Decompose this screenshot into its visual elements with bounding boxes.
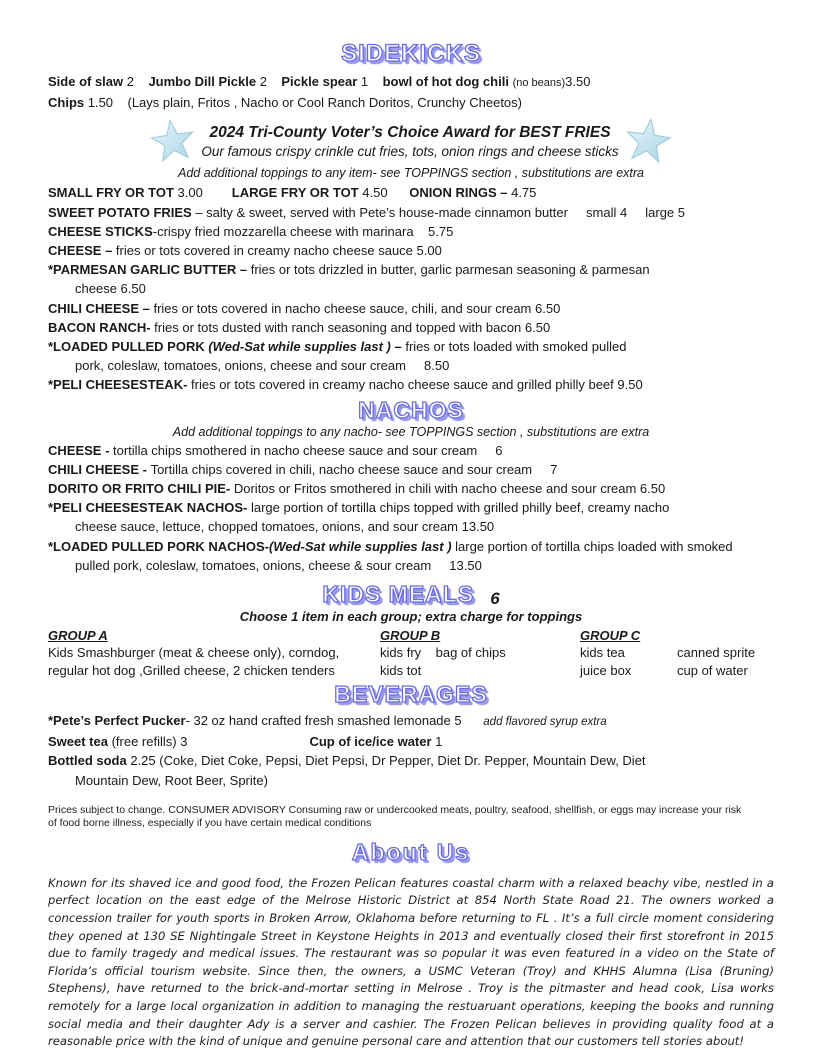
- text-segment: bowl of hot dog chili: [382, 74, 513, 89]
- text-segment: CHEESE –: [48, 243, 116, 259]
- text-segment: (free refills) 3: [111, 734, 188, 750]
- menu-line: [380, 662, 580, 680]
- sidekicks-items: [48, 72, 774, 112]
- beverages-items: [48, 711, 774, 790]
- award-subtitle: Our famous crispy crinkle cut fries, tots, onion rings and cheese sticks: [201, 144, 619, 160]
- text-segment: *LOADED PULLED PORK NACHOS-: [48, 538, 270, 554]
- text-segment: fries or tots drizzled in butter, garlic parmesan seasoning & parmesan: [250, 262, 650, 278]
- star-icon: [148, 117, 198, 168]
- text-segment: 1: [435, 734, 443, 750]
- menu-line: [48, 222, 774, 241]
- text-segment: canned sprite: [677, 645, 756, 661]
- text-segment: *Pete’s Perfect Pucker: [48, 713, 186, 729]
- text-segment: Cup of ice/ice water: [309, 734, 436, 750]
- menu-line: [48, 241, 774, 260]
- kids-group-c: [580, 627, 774, 679]
- star-icon: [622, 115, 674, 168]
- text-segment: SMALL FRY OR TOT: [48, 185, 178, 201]
- text-segment: large portion of tortilla chips topped with grilled philly beef, creamy nacho: [250, 500, 670, 516]
- menu-line: [48, 556, 774, 575]
- menu-line: [48, 93, 774, 112]
- toppings-note: Add additional toppings to any item- see TOPPINGS section , substitutions are extra: [178, 166, 644, 181]
- text-segment: kids tea: [580, 645, 625, 661]
- menu-line: [380, 644, 580, 662]
- text-segment: BACON RANCH-: [48, 319, 155, 335]
- text-segment: (no beans): [512, 77, 566, 89]
- menu-line: [48, 771, 774, 790]
- menu-line: [48, 479, 774, 498]
- text-segment: 4.50: [362, 185, 388, 201]
- kids-group-a: [48, 627, 380, 679]
- menu-line: [48, 537, 774, 556]
- text-segment: SWEET POTATO FRIES: [48, 204, 196, 220]
- kids-groups: [48, 627, 774, 679]
- menu-line: [48, 183, 774, 202]
- fries-items: [48, 183, 774, 394]
- text-segment: tortilla chips smothered in nacho cheese sauce and sour cream 6: [113, 442, 503, 458]
- menu-line: [48, 732, 774, 751]
- text-segment: [203, 185, 232, 200]
- text-segment: CHEESE -: [48, 442, 114, 458]
- text-segment: 3.00: [177, 185, 203, 201]
- text-segment: ONION RINGS –: [409, 185, 512, 201]
- text-segment: (Lays plain, Fritos , Nacho or Cool Ranch Doritos, Crunchy Cheetos): [113, 95, 522, 111]
- text-segment: add flavored syrup extra: [483, 716, 607, 729]
- menu-line: [48, 337, 774, 356]
- text-segment: (Wed-Sat while supplies last ): [208, 339, 395, 355]
- text-segment: fries or tots covered in nacho cheese sauce, chili, and sour cream 6.50: [153, 300, 561, 316]
- about-paragraph: Known for its shaved ice and good food, the Frozen Pelican features coastal charm with a relaxed beachy vibe, nestled in a perfect location on the east edge of the Melrose Historic District at 854 North State Road 21. The owners worked a concession trailer for youth sports in Broken Arrow, Oklahoma before returning to FL . It’s a full circle moment considering they opened at 130 SE Nightingale Street in Keystone Heights in 2013 and eventually closed their first storefront in 2015 due to family tragedy and medical issues. The restaurant was so popular it was even featured in a video on the State of Florida’s official tourism website. Since then, the owners, a USMC Veteran (Troy) and KHHS Alumna (Lisa (Bruning) Stephens), have returned to the brick-and-mortar setting in Melrose . Troy is the pitmaster and head cook, Lisa works remotely for a large local organization in addition to managing the restuaruant operations, keeping the books and running social media and their daughter Ady is a server and cashier. The Frozen Pelican believes in providing quality food at a reasonable price with the kind of unique and genuine personal care and attention that our customers tell stories about!: [48, 875, 774, 1049]
- text-segment: Pickle spear: [281, 74, 361, 89]
- text-segment: CHEESE STICKS: [48, 223, 153, 239]
- text-segment: regular hot dog ,Grilled cheese, 2 chicken tenders: [48, 662, 335, 678]
- text-segment: –: [394, 339, 406, 355]
- section-title-kids-meals: KIDS MEALS: [322, 581, 475, 608]
- text-segment: *PARMESAN GARLIC BUTTER –: [48, 262, 251, 278]
- text-segment: pulled pork, coleslaw, tomatoes, onions, cheese & sour cream 13.50: [75, 557, 482, 573]
- section-title-nachos: NACHOS: [358, 396, 464, 423]
- text-segment: fries or tots loaded with smoked pulled: [405, 339, 627, 355]
- kids-note: Choose 1 item in each group; extra charge for toppings: [239, 609, 583, 625]
- text-segment: *PELI CHEESESTEAK-: [48, 377, 192, 393]
- text-segment: – salty & sweet, served with Pete’s house-made cinnamon butter small 4 large 5: [195, 204, 686, 220]
- menu-line: [48, 72, 774, 93]
- menu-line: [580, 662, 774, 680]
- text-segment: *LOADED PULLED PORK: [48, 339, 209, 355]
- text-segment: - 32 oz hand crafted fresh smashed lemonade 5: [185, 713, 484, 729]
- section-title-sidekicks: SIDEKICKS: [341, 40, 481, 67]
- award-banner: [48, 118, 774, 182]
- text-segment: kids tot: [380, 662, 422, 678]
- group-b-label: GROUP B: [380, 628, 441, 644]
- text-segment: 1: [360, 74, 369, 89]
- text-segment: fries or tots covered in creamy nacho cheese sauce 5.00: [115, 243, 442, 259]
- text-segment: 2.25 (Coke, Diet Coke, Pepsi, Diet Pepsi, Dr Pepper, Diet Dr. Pepper, Mountain Dew, Diet: [130, 753, 646, 769]
- text-segment: cup of water: [677, 662, 748, 678]
- text-segment: 3.50: [565, 74, 591, 89]
- text-segment: 2: [259, 74, 267, 89]
- group-a-label: GROUP A: [48, 628, 108, 644]
- text-segment: large portion of tortilla chips loaded with smoked: [455, 538, 733, 554]
- text-segment: Doritos or Fritos smothered in chili with nacho cheese and sour cream 6.50: [233, 481, 666, 497]
- section-title-about-us: About Us: [351, 838, 471, 865]
- text-segment: Chips: [48, 95, 88, 111]
- nachos-items: [48, 441, 774, 575]
- text-segment: Mountain Dew, Root Beer, Sprite): [75, 772, 268, 788]
- menu-line: [48, 498, 774, 517]
- text-segment: 1.50: [87, 95, 114, 111]
- text-segment: 4.75: [511, 185, 537, 201]
- text-segment: Sweet tea: [48, 734, 112, 750]
- text-segment: fries or tots covered in creamy nacho cheese sauce and grilled philly beef 9.50: [191, 377, 643, 393]
- group-c-label: GROUP C: [580, 628, 641, 644]
- menu-line: [48, 711, 774, 732]
- text-segment: [267, 74, 281, 89]
- menu-line: [48, 279, 774, 298]
- menu-line: [48, 644, 380, 662]
- award-title: 2024 Tri-County Voter’s Choice Award for BEST FRIES: [209, 124, 611, 142]
- text-segment: Kids Smashburger (meat & cheese only), corndog,: [48, 645, 340, 661]
- text-segment: LARGE FRY OR TOT: [231, 185, 363, 201]
- menu-line: [48, 356, 774, 375]
- text-segment: fries or tots dusted with ranch seasoning and topped with bacon 6.50: [154, 319, 551, 335]
- text-segment: Side of slaw: [48, 74, 127, 89]
- award-text: [201, 123, 618, 160]
- menu-line: [48, 260, 774, 279]
- text-segment: [134, 74, 148, 89]
- text-segment: *PELI CHEESESTEAK NACHOS-: [48, 500, 251, 516]
- text-segment: Bottled soda: [48, 753, 131, 769]
- text-segment: (Wed-Sat while supplies last ): [269, 538, 456, 554]
- section-title-beverages: BEVERAGES: [334, 681, 488, 708]
- text-segment: [388, 185, 410, 200]
- text-segment: kids fry bag of chips: [380, 645, 506, 661]
- menu-line: [48, 318, 774, 337]
- menu-line: [580, 644, 774, 662]
- text-segment: Tortilla chips covered in chili, nacho cheese sauce and sour cream 7: [150, 461, 558, 477]
- menu-line: [48, 517, 774, 536]
- menu-line: [48, 203, 774, 222]
- text-segment: cheese sauce, lettuce, chopped tomatoes, onions, and sour cream 13.50: [75, 519, 495, 535]
- nachos-note: Add additional toppings to any nacho- see TOPPINGS section , substitutions are extra: [172, 424, 650, 439]
- text-segment: [368, 74, 382, 89]
- text-segment: Jumbo Dill Pickle: [148, 74, 260, 89]
- menu-line: [48, 460, 774, 479]
- menu-line: [48, 299, 774, 318]
- text-segment: DORITO OR FRITO CHILI PIE-: [48, 481, 234, 497]
- text-segment: -crispy fried mozzarella cheese with marinara 5.75: [152, 223, 454, 239]
- text-segment: cheese 6.50: [75, 281, 146, 297]
- text-segment: 2: [126, 74, 134, 89]
- kids-meals-price: 6: [490, 589, 500, 609]
- menu-line: [48, 751, 774, 770]
- menu-line: [48, 662, 380, 680]
- menu-line: [48, 441, 774, 460]
- text-segment: juice box: [580, 662, 632, 678]
- text-segment: CHILI CHEESE -: [48, 461, 151, 477]
- kids-group-b: [380, 627, 580, 679]
- consumer-advisory: Prices subject to change. CONSUMER ADVISORY Consuming raw or undercooked meats, poultry, seafood, shellfish, or eggs may increase your risk of food borne illness, especially if you have certain medical conditions: [48, 803, 742, 830]
- text-segment: CHILI CHEESE –: [48, 300, 154, 316]
- text-segment: pork, coleslaw, tomatoes, onions, cheese and sour cream 8.50: [75, 358, 450, 374]
- menu-line: [48, 375, 774, 394]
